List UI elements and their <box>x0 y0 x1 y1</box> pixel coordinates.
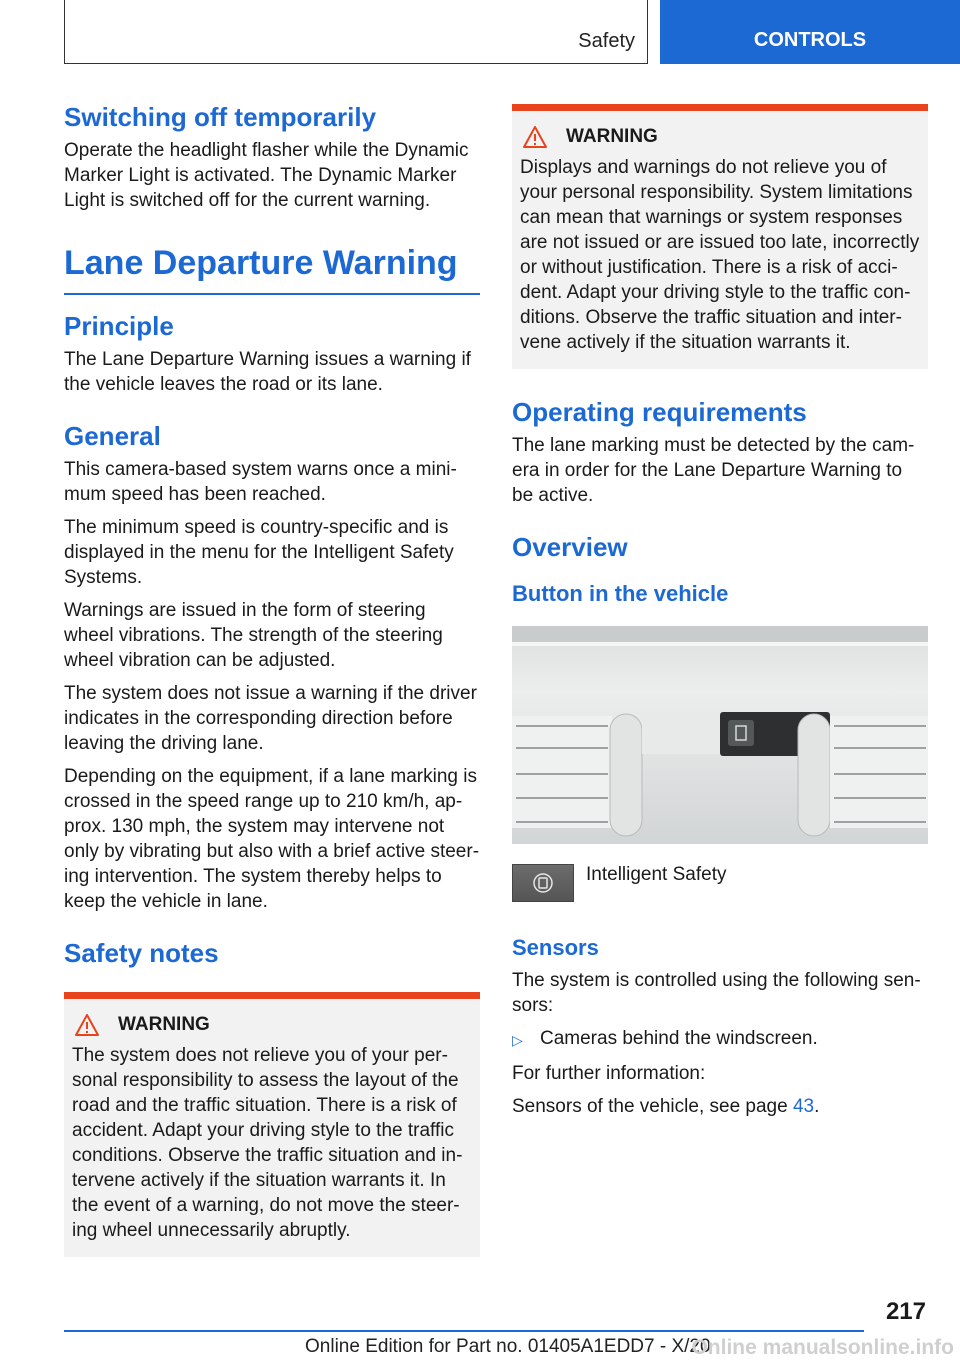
operating-requirements-text: The lane marking must be detected by the cam-era in order for the Lane Departure Warning to be active. <box>512 435 915 506</box>
warning-text: Displays and warnings do not relieve you of your personal responsibility. System limitations can mean that warnings or system responses are not issued or are issued too late, incorrectly or without justification. There is a risk of acci-dent. Adapt your driving style to the traffic con-ditions. Observe the traffic situation and inter-vene actively if the situation warrants it. <box>520 157 920 353</box>
warning-triangle-icon <box>522 125 548 149</box>
reference-text: Sensors of the vehicle, see page <box>512 1096 793 1117</box>
switching-off-text: Operate the headlight flasher while the Dynamic Marker Light is activated. The Dynamic Marker Light is switched off for the current warning. <box>64 140 469 211</box>
button-legend <box>512 864 928 902</box>
further-info-text: For further information: <box>512 1063 706 1084</box>
warning-label: WARNING <box>118 1014 210 1035</box>
edition-text: Online Edition for Part no. 01405A1EDD7 - X/20 <box>305 1336 711 1357</box>
chapter-tab[interactable]: CONTROLS <box>660 0 960 64</box>
switching-off-heading: Switching off temporarily <box>64 102 377 132</box>
general-paragraph: Warnings are issued in the form of steering wheel vibrations. The strength of the steering wheel vibration can be adjusted. <box>64 600 443 671</box>
dashboard-illustration <box>512 626 928 844</box>
warning-title <box>520 125 920 149</box>
vehicle-button-photo <box>512 626 928 844</box>
footer-divider <box>64 1330 864 1332</box>
section-title: Safety <box>578 30 635 52</box>
warning-title <box>72 1013 472 1037</box>
sensors-heading: Sensors <box>512 935 599 960</box>
operating-requirements-heading: Operating requirements <box>512 397 807 427</box>
reference-end: . <box>814 1096 820 1117</box>
general-paragraph: Depending on the equipment, if a lane marking is crossed in the speed range up to 210 km/h, ap-prox. 130 mph, the system may intervene not only by vibrating but also with a brief active steer-ing intervention. The system thereby helps to keep the vehicle in lane. <box>64 766 480 912</box>
button-in-vehicle-heading: Button in the vehicle <box>512 581 729 606</box>
sensors-text: The system is controlled using the following sen-sors: <box>512 970 921 1016</box>
button-caption: Intelligent Safety <box>586 864 727 885</box>
watermark: Online manualsonline.info <box>691 1336 954 1359</box>
bullet-triangle-icon: ▷ <box>512 1032 523 1048</box>
general-paragraph: The minimum speed is country-specific and is displayed in the menu for the Intelligent Safety Systems. <box>64 517 454 588</box>
safety-notes-heading: Safety notes <box>64 938 219 968</box>
principle-heading: Principle <box>64 311 174 341</box>
general-heading: General <box>64 421 161 451</box>
intelligent-safety-icon <box>512 864 574 902</box>
left-column <box>64 100 480 1257</box>
list-item <box>512 1026 928 1053</box>
general-paragraph: The system does not issue a warning if the driver indicates in the corresponding direction before leaving the driving lane. <box>64 683 477 754</box>
overview-heading: Overview <box>512 532 628 562</box>
page-title: Lane Departure Warning <box>64 239 480 295</box>
warning-text: The system does not relieve you of your per-sonal responsibility to assess the layout of the road and the traffic situation. There is a risk of accident. Adapt your driving style to the traffic conditions. Observe the traffic situation and in-tervene actively if the situation warrants it. In the event of a warning, do not move the steer-ing wheel unnecessarily abruptly. <box>72 1045 463 1241</box>
principle-text: The Lane Departure Warning issues a warning if the vehicle leaves the road or its lane. <box>64 349 471 395</box>
page-link[interactable]: 43 <box>792 1096 815 1117</box>
sensor-item: Cameras behind the windscreen. <box>540 1028 818 1049</box>
warning-triangle-icon <box>74 1013 100 1037</box>
general-paragraph: This camera-based system warns once a mini-mum speed has been reached. <box>64 459 457 505</box>
page-number: 217 <box>885 1298 926 1325</box>
sensors-reference <box>512 1094 928 1119</box>
warning-box <box>512 104 928 369</box>
warning-label: WARNING <box>566 126 658 147</box>
right-column <box>512 104 928 1127</box>
warning-box <box>64 992 480 1257</box>
header-frame <box>64 0 648 64</box>
